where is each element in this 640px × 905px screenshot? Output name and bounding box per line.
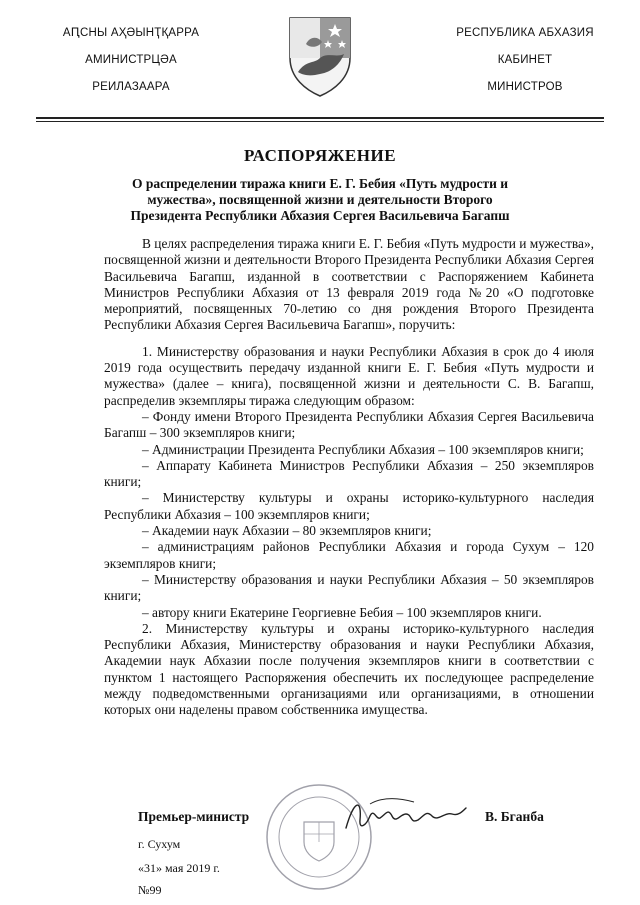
item-1-paragraph: 1. Министерству образования и науки Республики Абхазия в срок до 4 июля 2019 года осуществить передачу изданной книги Е. Г. Бебия «Путь мудрости и мужества» (далее – книга), посвященной жизни и деятельности С. В. Багапш, распределив экземпляры тиража следующим образом:: [104, 343, 594, 408]
header-right-line: МИНИСТРОВ: [487, 81, 563, 93]
header-left-abkhaz: [36, 24, 226, 105]
coat-of-arms-icon: [284, 14, 356, 98]
header-left-line: РЕИЛАЗААРА: [92, 81, 170, 93]
header-left-line: АМИНИСТРЦӘА: [85, 54, 177, 66]
distribution-item: – Администрации Президента Республики Абхазия – 100 экземпляров книги;: [142, 441, 584, 457]
signatory-name: В. Бганба: [485, 809, 544, 824]
header-right-russian: [430, 24, 620, 105]
document-body: [104, 236, 594, 719]
issue-date: «31» мая 2019 г.: [138, 861, 220, 875]
header-divider: [36, 121, 604, 122]
distribution-item: – автору книги Екатерине Георгиевне Бебия – 100 экземпляров книги.: [142, 604, 542, 620]
distribution-item: – Фонду имени Второго Президента Республики Абхазия Сергея Васильевича Багапш – 300 экземпляров книги;: [104, 408, 594, 441]
header-right-line: КАБИНЕТ: [497, 54, 553, 66]
intro-paragraph: В целях распределения тиража книги Е. Г. Бебия «Путь мудрости и мужества», посвященной жизни и деятельности Второго Президента Республики Абхазия Сергея Васильевича Багапш, изданной в соответствии с Распоряжением Кабинета Министров Республики Абхазия от 13 февраля 2019 года №20 «О подготовке мероприятий, посвященных 70-летию со дня рождения Второго Президента Республики Абхазия Сергея Васильевича Багапш», поручить:: [104, 236, 594, 333]
document-subject: О распределении тиража книги Е. Г. Бебия «Путь мудрости и мужества», посвященной жизни и деятельности Второго Президента Республики Абхазия Сергея Васильевича Багапш: [130, 176, 510, 223]
header-left-line: АԤСНЫ АҲӘЫНҬҚАРРА: [62, 27, 200, 39]
handwritten-signature-icon: [340, 790, 470, 840]
distribution-item: – Министерству культуры и охраны историко-культурного наследия Республики Абхазия – 100 экземпляров книги;: [104, 490, 594, 522]
distribution-item: – Министерству образования и науки Республики Абхазия – 50 экземпляров книги;: [104, 571, 594, 604]
distribution-item: – Аппарату Кабинета Министров Республики Абхазия – 250 экземпляров книги;: [104, 457, 594, 490]
document-number: №99: [138, 883, 162, 897]
header-right-line: РЕСПУБЛИКА АБХАЗИЯ: [456, 27, 594, 39]
header-divider: [36, 117, 604, 119]
document-title: РАСПОРЯЖЕНИЕ: [243, 146, 397, 165]
item-2-paragraph: 2. Министерству культуры и охраны историко-культурного наследия Республики Абхазия, Министерству образования и науки Республики Абхазия, Академии наук Абхазии после получения экземпляров книги в соответствии с пунктом 1 настоящего Распоряжения обеспечить их последующее распределение между подведомственными организациями или организациями, в отношении которых они наделены правом собственника имущества.: [104, 620, 594, 718]
issue-city: г. Сухум: [138, 837, 181, 851]
signatory-title: Премьер-министр: [138, 809, 250, 824]
distribution-item: – администрациям районов Республики Абхазия и города Сухум – 120 экземпляров книги;: [104, 539, 594, 571]
distribution-item: – Академии наук Абхазии – 80 экземпляров книги;: [142, 523, 432, 539]
